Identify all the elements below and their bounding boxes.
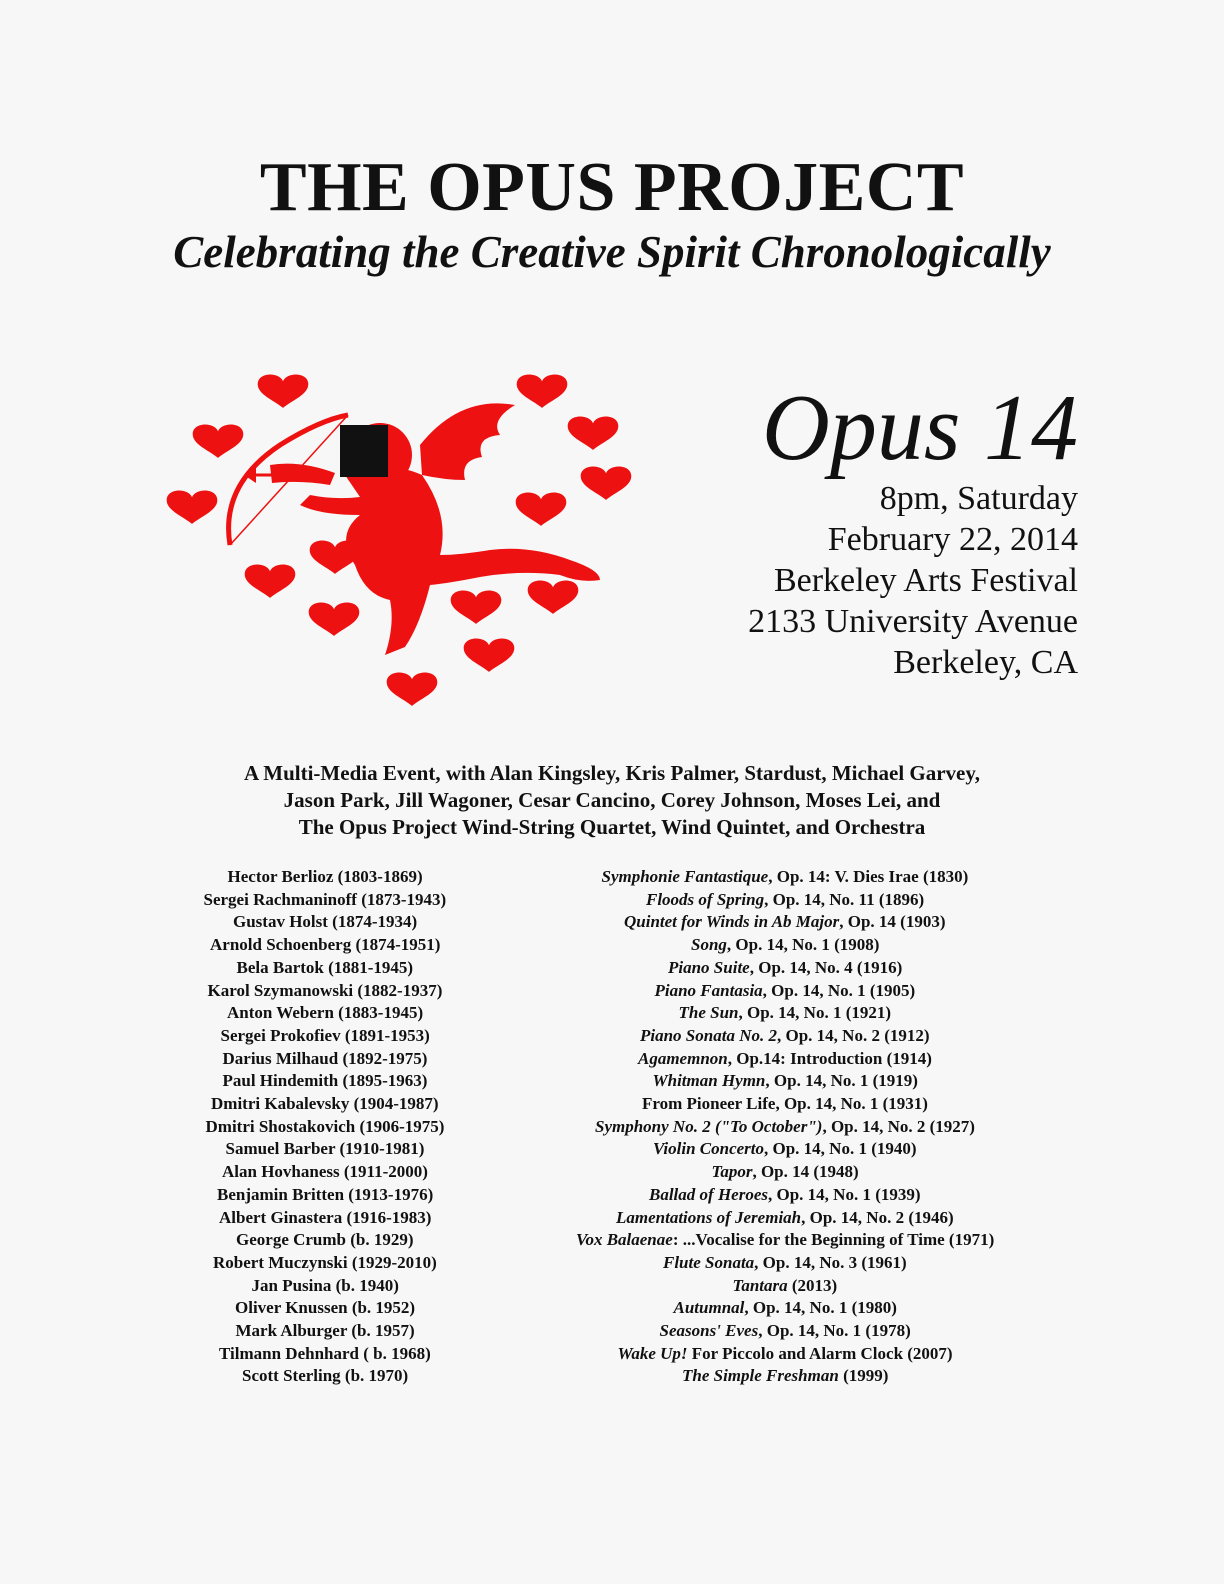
work-details: (2013)	[787, 1275, 838, 1295]
program-row	[0, 1071, 1224, 1093]
work-name: Ballad of Heroes	[649, 1184, 768, 1204]
work-details: , Op. 14, No. 4 (1916)	[749, 957, 903, 977]
work-name: Song	[691, 935, 727, 955]
work-title	[663, 1253, 907, 1273]
program-row	[0, 912, 1224, 934]
work-title	[624, 912, 946, 932]
composer-name: Scott Sterling (b. 1970)	[242, 1366, 409, 1386]
work-title	[712, 1162, 859, 1182]
work-details: , Op. 14, No. 1 (1905)	[762, 980, 916, 1000]
event-details	[578, 378, 1078, 683]
work-title	[602, 867, 969, 887]
work-name: Piano Sonata No. 2	[640, 1025, 777, 1045]
composer-name: Mark Alburger (b. 1957)	[235, 1321, 415, 1340]
work-title	[691, 935, 879, 955]
work-name: Agamemnon	[638, 1048, 728, 1068]
composer-name: Albert Ginastera (1916-1983)	[219, 1207, 432, 1227]
program-row	[0, 1276, 1224, 1298]
work-name: Violin Concerto	[653, 1139, 764, 1159]
work-title	[682, 1366, 888, 1386]
work-name: Floods of Spring	[646, 889, 765, 909]
composer-name: Karol Szymanowski (1882-1937)	[207, 980, 443, 1000]
work-name: Whitman Hymn	[652, 1071, 766, 1091]
heart-icon	[258, 374, 309, 407]
program-row	[0, 1094, 1224, 1116]
work-details: : ...Vocalise for the Beginning of Time (1971)	[672, 1230, 995, 1250]
composer-name: Dmitri Shostakovich (1906-1975)	[205, 1116, 445, 1136]
program-row	[0, 1139, 1224, 1161]
work-title	[655, 981, 916, 1001]
program-row	[0, 1230, 1224, 1252]
work-title	[674, 1298, 897, 1318]
work-title	[653, 1139, 917, 1159]
composer-name: Tilmann Dehnhard ( b. 1968)	[219, 1343, 431, 1363]
work-title	[733, 1276, 838, 1296]
work-title	[668, 958, 902, 978]
composer-name: Samuel Barber (1910-1981)	[225, 1139, 425, 1159]
work-details: , Op. 14, No. 1 (1921)	[738, 1003, 892, 1023]
cupid-hearts-illustration	[160, 365, 640, 715]
page-subtitle: Celebrating the Creative Spirit Chronologically	[173, 227, 1051, 277]
composer-name: Jan Pusina (b. 1940)	[251, 1275, 399, 1295]
work-details: (1999)	[838, 1366, 889, 1386]
work-name: Seasons' Eves	[659, 1321, 759, 1340]
credits-line: The Opus Project Wind-String Quartet, Wind Quintet, and Orchestra	[298, 815, 926, 839]
composer-name: Hector Berlioz (1803-1869)	[227, 867, 423, 886]
work-title	[649, 1185, 921, 1205]
program-row	[0, 958, 1224, 980]
performer-credits	[0, 760, 1224, 841]
work-title	[679, 1003, 892, 1023]
work-name: Lamentations of Jeremiah	[616, 1207, 802, 1227]
composer-name: Arnold Schoenberg (1874-1951)	[210, 935, 441, 955]
work-title	[640, 1026, 930, 1046]
work-name: Quintet for Winds in Ab Major	[624, 912, 840, 932]
work-details: , Op. 14, No. 1 (1919)	[765, 1071, 918, 1091]
program-row	[0, 1321, 1224, 1343]
work-title	[576, 1230, 994, 1250]
program-row	[0, 1117, 1224, 1139]
work-title	[646, 890, 924, 910]
opus-number: Opus 14	[762, 376, 1078, 480]
composer-name: George Crumb (b. 1929)	[236, 1230, 414, 1250]
program-list	[0, 867, 1224, 1407]
work-title	[616, 1208, 954, 1228]
black-patch	[340, 425, 388, 477]
work-details: , Op. 14, No. 2 (1946)	[801, 1207, 954, 1227]
program-row	[0, 1185, 1224, 1207]
work-name: Piano Fantasia	[654, 980, 763, 1000]
heart-icon	[464, 638, 515, 671]
heart-icon	[167, 490, 218, 523]
program-row	[0, 867, 1224, 889]
work-title	[618, 1344, 953, 1364]
credits-line: Jason Park, Jill Wagoner, Cesar Cancino, Corey Johnson, Moses Lei, and	[283, 788, 941, 812]
work-name: Piano Suite	[668, 957, 750, 977]
composer-name: Anton Webern (1883-1945)	[227, 1003, 424, 1023]
composer-name: Alan Hovhaness (1911-2000)	[222, 1162, 428, 1182]
program-row	[0, 1298, 1224, 1320]
work-name: Autumnal	[673, 1298, 745, 1318]
work-name: Symphonie Fantastique	[601, 867, 769, 886]
work-details: , Op. 14, No. 1 (1940)	[764, 1139, 917, 1159]
work-title	[638, 1049, 932, 1069]
program-row	[0, 981, 1224, 1003]
program-row	[0, 1208, 1224, 1230]
composer-name: Gustav Holst (1874-1934)	[233, 912, 418, 932]
heart-icon	[516, 492, 567, 525]
work-details: , Op.14: Introduction (1914)	[727, 1048, 932, 1068]
heart-icon	[517, 374, 568, 407]
program-row	[0, 1366, 1224, 1388]
work-details: , Op. 14, No. 1 (1980)	[744, 1298, 897, 1318]
program-row	[0, 1344, 1224, 1366]
work-details: , Op. 14 (1948)	[752, 1162, 859, 1182]
program-row	[0, 1253, 1224, 1275]
program-row	[0, 890, 1224, 912]
work-details: , Op. 14 (1903)	[839, 912, 946, 932]
heart-icon	[193, 424, 244, 457]
work-name: Vox Balaenae	[576, 1230, 673, 1250]
heart-icon	[309, 602, 360, 635]
work-name: The Sun	[678, 1003, 739, 1023]
work-details: , Op. 14, No. 2 (1912)	[776, 1025, 930, 1045]
composer-name: Oliver Knussen (b. 1952)	[235, 1298, 416, 1318]
program-row	[0, 1162, 1224, 1184]
credits-line: A Multi-Media Event, with Alan Kingsley, Kris Palmer, Stardust, Michael Garvey,	[244, 761, 980, 785]
work-name: The Simple Freshman	[682, 1366, 839, 1386]
heart-icon	[528, 580, 579, 613]
page-title: THE OPUS PROJECT	[259, 149, 965, 226]
work-name: Flute Sonata	[663, 1252, 755, 1272]
composer-name: Paul Hindemith (1895-1963)	[222, 1071, 428, 1091]
composer-name: Benjamin Britten (1913-1976)	[217, 1184, 434, 1204]
work-details: , Op. 14, No. 1 (1908)	[726, 935, 880, 955]
cupid-figure	[229, 403, 600, 655]
work-details: For Piccolo and Alarm Clock (2007)	[687, 1343, 953, 1363]
work-details: , Op. 14, No. 2 (1927)	[822, 1116, 975, 1136]
work-title	[595, 1117, 975, 1137]
program-row	[0, 1049, 1224, 1071]
composer-name: Bela Bartok (1881-1945)	[236, 957, 414, 977]
composer-name: Sergei Prokofiev (1891-1953)	[220, 1025, 430, 1045]
program-row	[0, 1026, 1224, 1048]
work-details: , Op. 14, No. 3 (1961)	[754, 1252, 907, 1272]
event-time: 8pm, Saturday	[879, 480, 1078, 517]
event-date: February 22, 2014	[827, 521, 1078, 558]
heart-icon	[387, 672, 438, 705]
composer-name: Darius Milhaud (1892-1975)	[222, 1048, 428, 1068]
work-details: , Op. 14, No. 1 (1939)	[768, 1184, 921, 1204]
program-row	[0, 1003, 1224, 1025]
work-title	[653, 1071, 918, 1091]
work-title	[660, 1321, 911, 1341]
program-row	[0, 935, 1224, 957]
work-details: , Op. 14, No. 1 (1978)	[758, 1321, 911, 1340]
work-details: , Op. 14, No. 11 (1896)	[764, 889, 925, 909]
heart-icon	[451, 590, 502, 623]
event-city: Berkeley, CA	[893, 644, 1078, 681]
heart-icon	[245, 564, 296, 597]
work-name: Symphony No. 2 ("To October")	[595, 1116, 823, 1136]
work-name: Wake Up!	[617, 1343, 688, 1363]
composer-name: Robert Muczynski (1929-2010)	[213, 1252, 437, 1272]
work-details: , Op. 14: V. Dies Irae (1830)	[768, 867, 969, 886]
work-details: From Pioneer Life, Op. 14, No. 1 (1931)	[642, 1094, 928, 1113]
event-address: 2133 University Avenue	[748, 603, 1078, 640]
event-venue: Berkeley Arts Festival	[773, 562, 1078, 599]
composer-name: Sergei Rachmaninoff (1873-1943)	[203, 889, 447, 909]
work-name: Tantara	[732, 1275, 788, 1295]
work-title	[642, 1094, 928, 1114]
work-name: Tapor	[711, 1162, 753, 1182]
composer-name: Dmitri Kabalevsky (1904-1987)	[211, 1094, 439, 1113]
